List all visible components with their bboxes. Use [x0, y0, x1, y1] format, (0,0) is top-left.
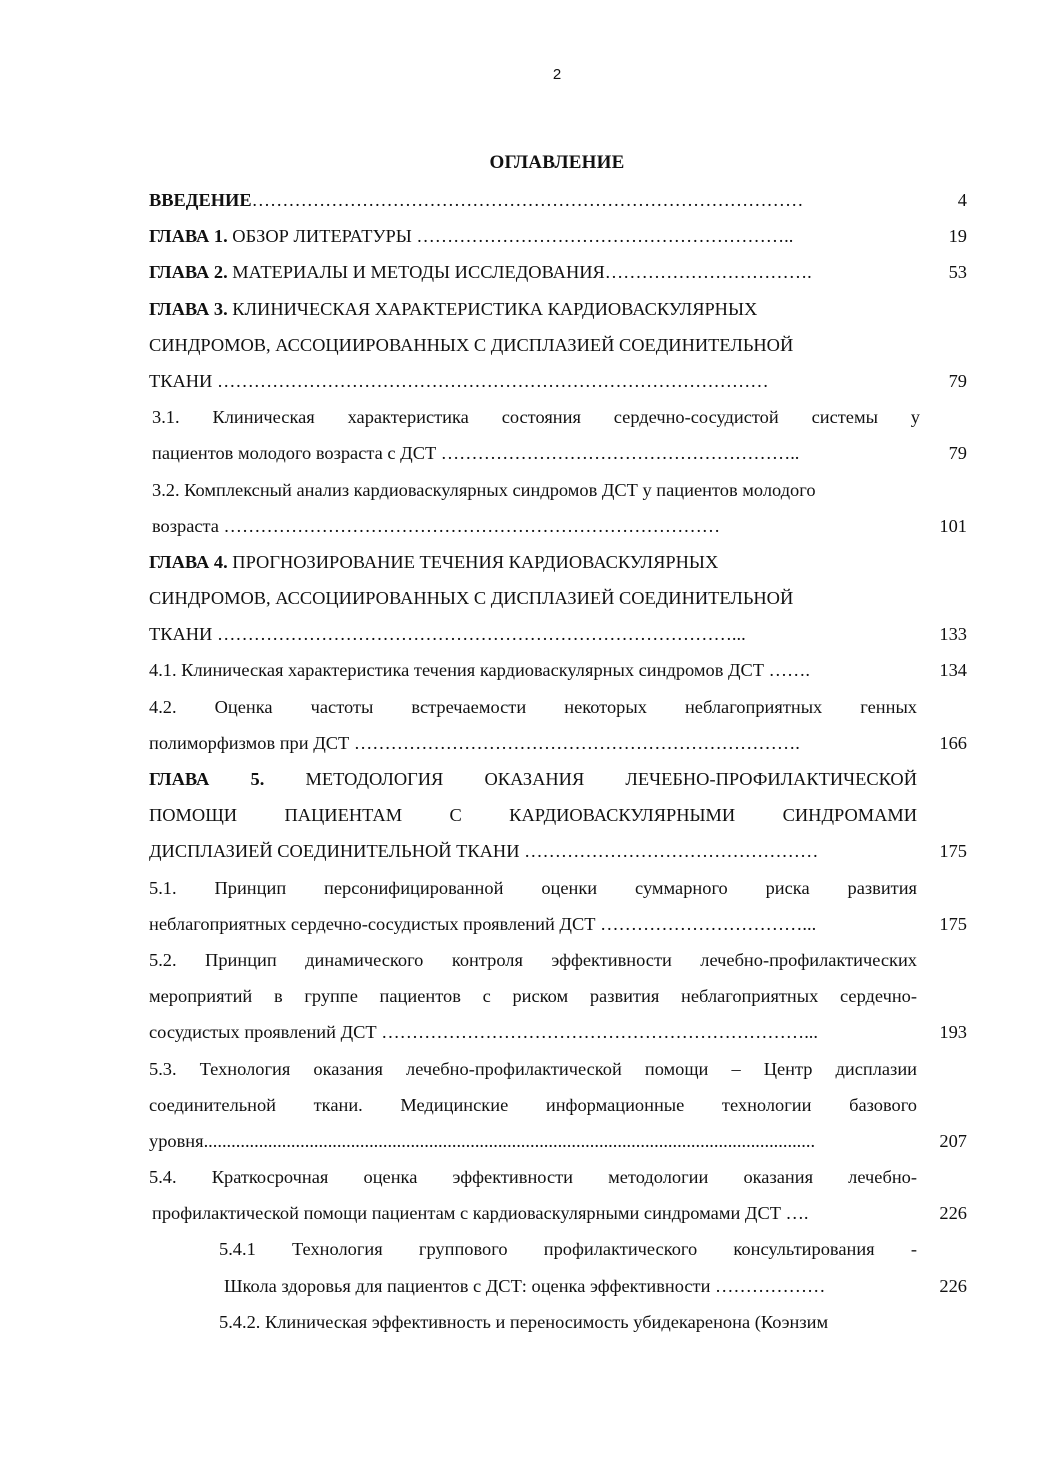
toc-entry-text: ДИСПЛАЗИЕЙ СОЕДИНИТЕЛЬНОЙ ТКАНИ ………………………………………… [149, 841, 819, 862]
toc-entry-section-3-2[interactable] [149, 472, 967, 508]
toc-entry-section-5-1[interactable] [149, 870, 967, 906]
toc-entry-text: соединительной ткани. Медицинские информационные технологии базового [149, 1094, 917, 1115]
toc-entry-chapter-4[interactable] [149, 544, 967, 580]
toc-entry-text: СИНДРОМОВ, АССОЦИИРОВАННЫХ С ДИСПЛАЗИЕЙ СОЕДИНИТЕЛЬНОЙ [149, 334, 794, 355]
toc-entry-text: МЕТОДОЛОГИЯ ОКАЗАНИЯ ЛЕЧЕБНО-ПРОФИЛАКТИЧЕСКОЙ [264, 769, 917, 789]
toc-entry-section-4-2[interactable] [149, 689, 967, 725]
toc-entry-text: 3.1. Клиническая характеристика состояния сердечно-сосудистой системы у [152, 407, 920, 428]
toc-page-number: 79 [948, 443, 967, 464]
toc-entry-text: 5.4. Краткосрочная оценка эффективности методологии оказания лечебно- [149, 1167, 917, 1188]
toc-entry-bold: ВВЕДЕНИЕ [149, 190, 252, 210]
toc-entry-section-5-2[interactable] [149, 942, 967, 978]
toc-page-number: 53 [948, 262, 967, 283]
toc-entry-text: МАТЕРИАЛЫ И МЕТОДЫ ИССЛЕДОВАНИЯ……………………………. [227, 262, 812, 283]
toc-entry-text: 5.4.2. Клиническая эффективность и переносимость убидекаренона (Коэнзим [219, 1311, 829, 1332]
toc-page-number: 207 [939, 1130, 967, 1151]
toc-entry-bold: ГЛАВА 4. [149, 551, 228, 572]
toc-entry-text: профилактической помощи пациентам с кардиоваскулярными синдромами ДСТ …. [152, 1203, 809, 1224]
toc-entry-line [149, 435, 967, 471]
toc-page-number: 19 [948, 226, 967, 247]
toc-entry-bold: ГЛАВА 1. [149, 226, 228, 247]
toc-entry-text: мероприятий в группе пациентов с риском развития неблагоприятных сердечно- [149, 986, 917, 1007]
toc-entry-chapter-1[interactable] [149, 218, 967, 254]
toc-entry-text: уровня..................................................................................................................................... [149, 1130, 816, 1151]
toc-entry-line [149, 797, 967, 833]
toc-entry-text: 5.3. Технология оказания лечебно-профилактической помощи – Центр дисплазии [149, 1058, 917, 1079]
toc-entry-section-5-4-2[interactable] [149, 1304, 967, 1340]
toc-page-number: 175 [939, 913, 967, 934]
toc-entry-section-5-3[interactable] [149, 1051, 967, 1087]
toc-entry-line [149, 580, 967, 616]
toc-entry-text: ТКАНИ …………………………………………………………………………... [149, 624, 746, 645]
toc-entry-text: КЛИНИЧЕСКАЯ ХАРАКТЕРИСТИКА КАРДИОВАСКУЛЯРНЫХ [227, 298, 758, 319]
toc-entry-text: полиморфизмов при ДСТ ………………………………………………………………. [149, 732, 800, 753]
toc-entry-chapter-2[interactable] [149, 254, 967, 290]
toc-entry-text: 5.4.1 Технология группового профилактического консультирования - [219, 1239, 917, 1260]
toc-entry-text: ПОМОЩИ ПАЦИЕНТАМ С КАРДИОВАСКУЛЯРНЫМИ СИНДРОМАМИ [149, 805, 917, 826]
toc-page-number: 101 [939, 515, 967, 536]
toc-title: ОГЛАВЛЕНИЕ [489, 152, 625, 173]
toc-entry-line [149, 508, 967, 544]
toc-entry-text: ТКАНИ ……………………………………………………………………………… [149, 370, 769, 391]
toc-entry-line [149, 1014, 967, 1050]
toc-entry-bold: ГЛАВА 3. [149, 298, 228, 319]
toc-entry-text: СИНДРОМОВ, АССОЦИИРОВАННЫХ С ДИСПЛАЗИЕЙ СОЕДИНИТЕЛЬНОЙ [149, 588, 794, 609]
toc-page-number: 166 [939, 732, 967, 753]
toc-entry-line [149, 616, 967, 652]
toc-entry-section-3-1[interactable] [149, 399, 967, 435]
toc-entry-text: ……………………………………………………………………………… [251, 190, 804, 210]
toc-entry-text: ОБЗОР ЛИТЕРАТУРЫ …………………………………………………….. [227, 226, 794, 247]
toc-page-number: 4 [957, 190, 967, 210]
toc-entry-chapter-3[interactable] [149, 291, 967, 327]
toc-entry-text: возраста ……………………………………………………………………… [152, 515, 721, 536]
toc-entry-line [149, 327, 967, 363]
toc-entry-text: неблагоприятных сердечно-сосудистых проявлений ДСТ ……………………………... [149, 913, 817, 934]
toc-page-number: 133 [939, 624, 967, 645]
toc-page-number: 226 [939, 1203, 967, 1224]
toc-entry-introduction[interactable] [149, 182, 967, 218]
toc-entry-chapter-5[interactable] [149, 761, 967, 797]
toc-page-number: 79 [948, 370, 967, 391]
toc-entry-text: сосудистых проявлений ДСТ ……………………………………………………………... [149, 1022, 818, 1043]
toc-entry-section-5-4[interactable] [149, 1159, 967, 1195]
toc-entry-bold: ГЛАВА 5. [149, 769, 265, 789]
toc-page-number: 175 [939, 841, 967, 862]
toc-entry-section-5-4-1[interactable] [149, 1231, 967, 1267]
toc-entry-line [149, 1195, 967, 1231]
toc-page-number: 193 [939, 1022, 967, 1043]
toc-entry-text: Школа здоровья для пациентов с ДСТ: оценка эффективности ……………… [224, 1275, 826, 1296]
toc-entry-line [149, 1123, 967, 1159]
toc-entry-line [149, 906, 967, 942]
toc-entry-section-4-1[interactable] [149, 652, 967, 688]
toc-page-number: 134 [939, 660, 967, 681]
toc-entry-line [149, 1087, 967, 1123]
toc-entry-text: 3.2. Комплексный анализ кардиоваскулярных синдромов ДСТ у пациентов молодого [152, 479, 816, 500]
toc-entry-text: 4.1. Клиническая характеристика течения кардиоваскулярных синдромов ДСТ ……. [149, 660, 811, 681]
toc-entry-text: ПРОГНОЗИРОВАНИЕ ТЕЧЕНИЯ КАРДИОВАСКУЛЯРНЫХ [227, 551, 719, 572]
toc-entry-text: пациентов молодого возраста с ДСТ ………………………………………………….. [152, 443, 800, 464]
toc-entry-text: 5.2. Принцип динамического контроля эффективности лечебно-профилактических [149, 949, 917, 970]
toc-entry-line [149, 978, 967, 1014]
toc-entry-text: 4.2. Оценка частоты встречаемости некоторых неблагоприятных генных [149, 696, 917, 717]
toc-entry-text: 5.1. Принцип персонифицированной оценки суммарного риска развития [149, 877, 917, 898]
toc-entry-line [149, 725, 967, 761]
toc-entry-bold: ГЛАВА 2. [149, 262, 228, 283]
toc-page-number: 226 [939, 1275, 967, 1296]
toc-entry-line [149, 833, 967, 869]
page-number: 2 [552, 66, 562, 83]
table-of-contents [149, 182, 967, 1340]
toc-entry-line [149, 1268, 967, 1304]
toc-entry-line [149, 363, 967, 399]
